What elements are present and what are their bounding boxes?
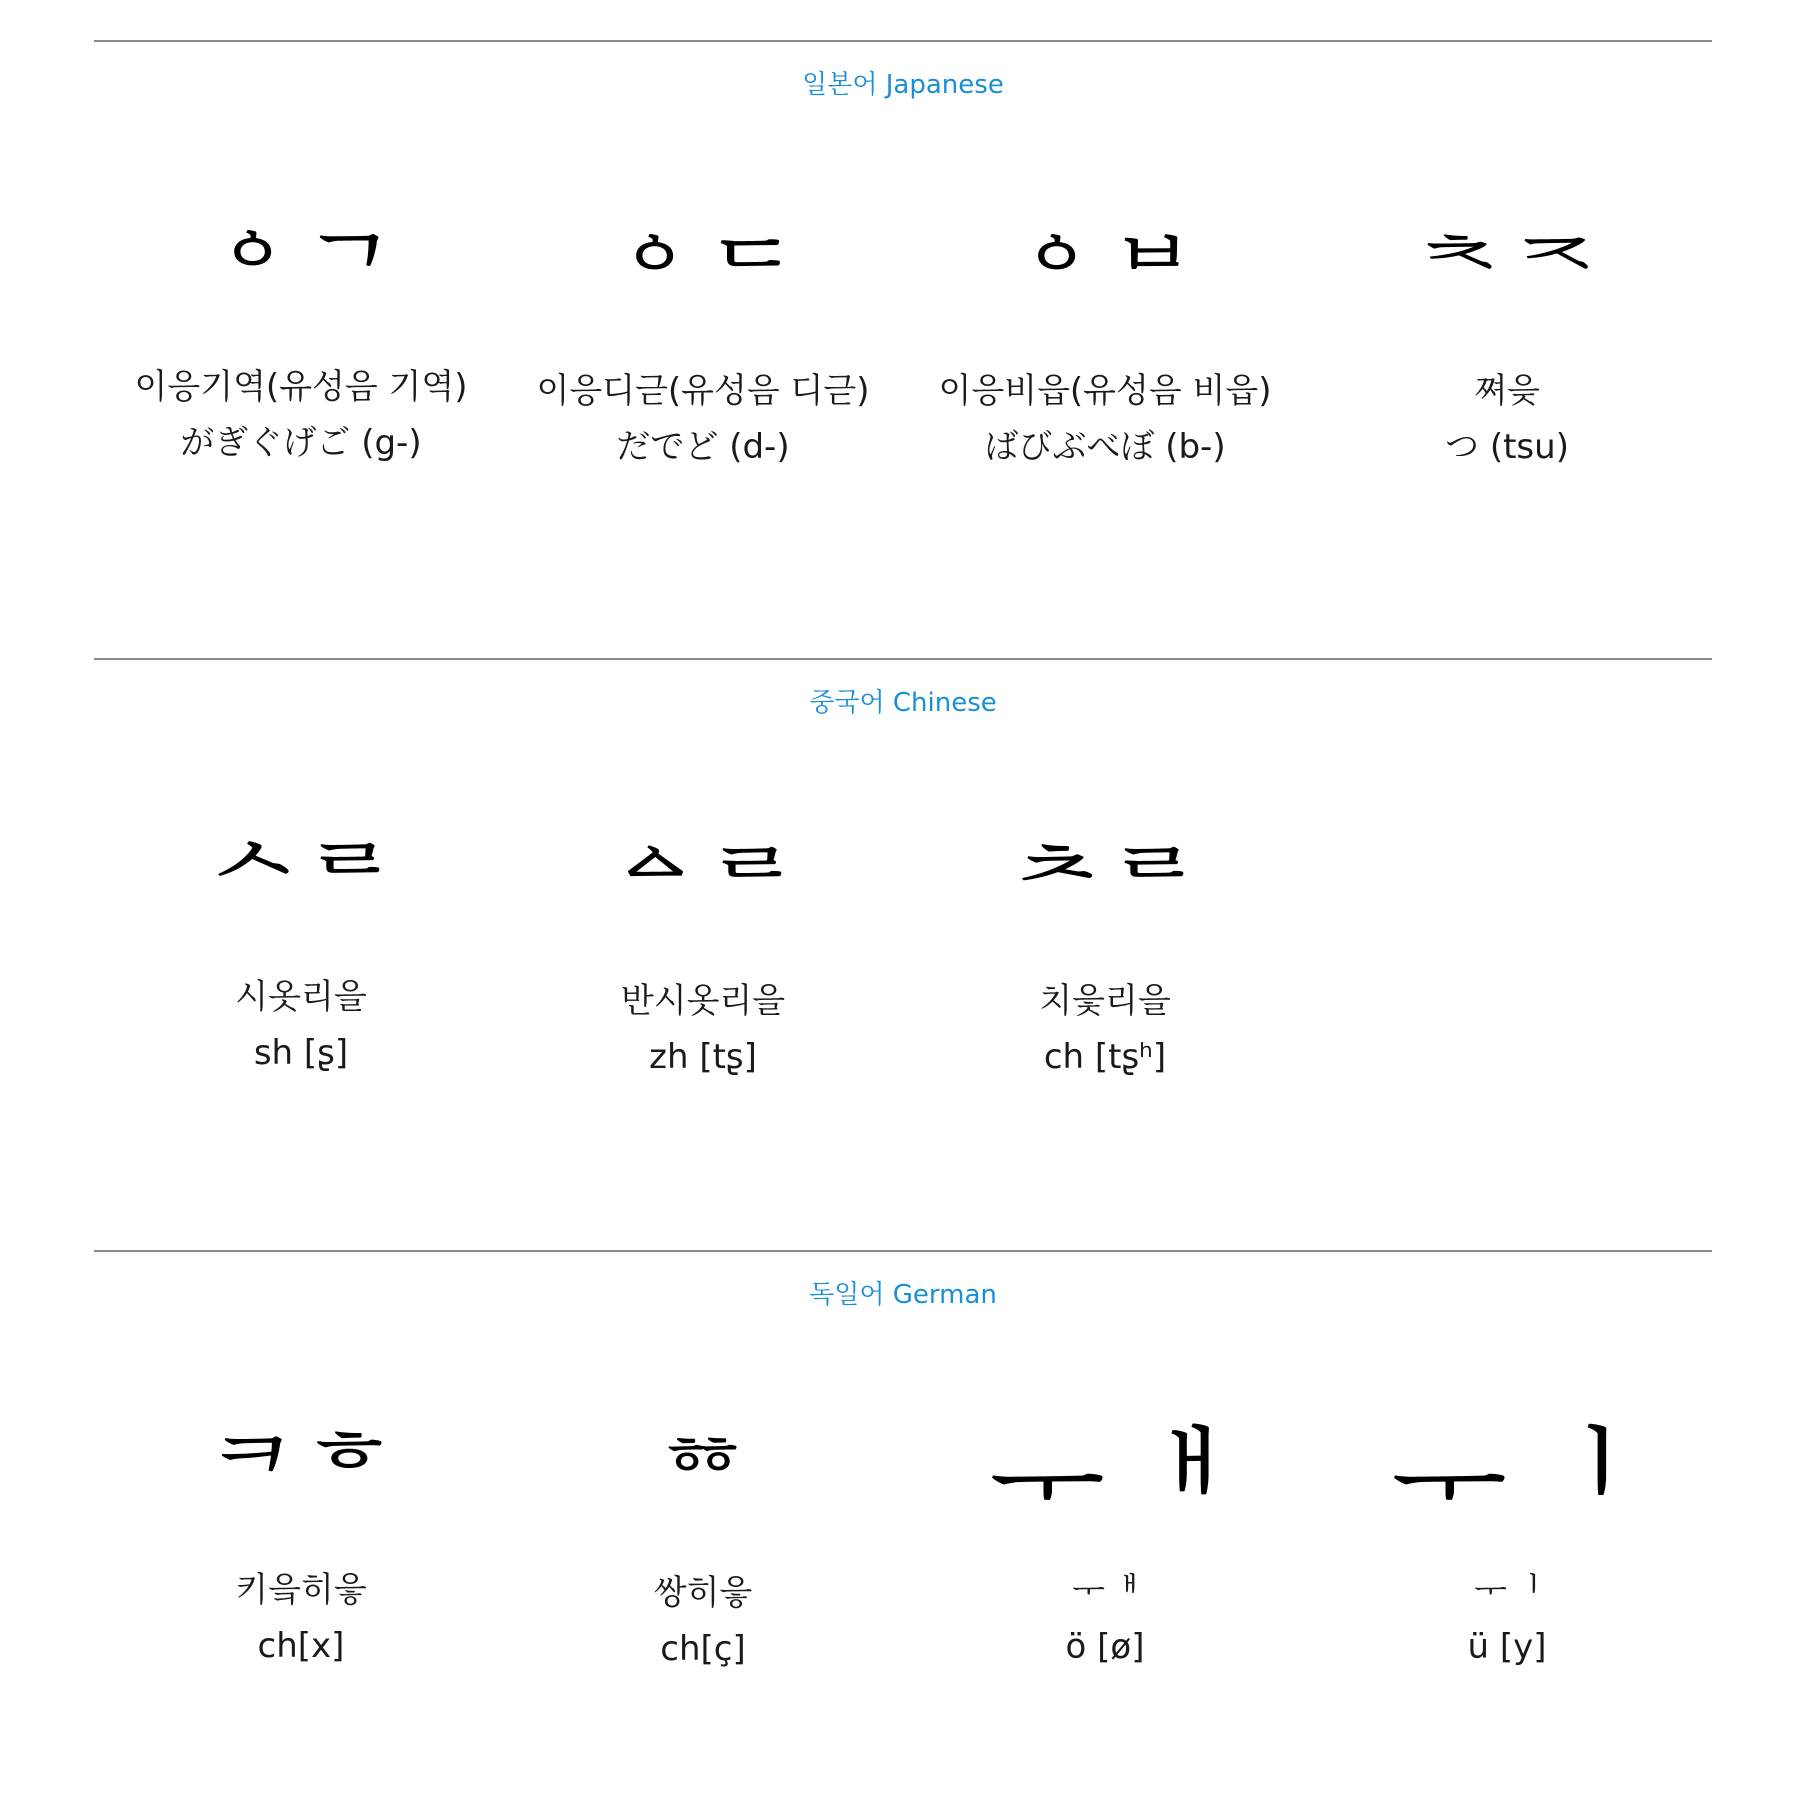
letter-card bbox=[100, 1424, 502, 1668]
section-divider bbox=[94, 40, 1712, 42]
letter-name: ᅮᅢ bbox=[1072, 1571, 1138, 1611]
section-divider bbox=[94, 1250, 1712, 1252]
letter-name: 키읔히읗 bbox=[235, 1570, 367, 1610]
letter-sound: ばびぶべぼ (b-) bbox=[984, 427, 1226, 467]
letter-sound: だでど (d-) bbox=[616, 427, 790, 467]
letter-card bbox=[502, 1427, 904, 1671]
letter-name: 반시옷리을 bbox=[620, 981, 786, 1021]
letter-glyph: ᅮᅢ bbox=[989, 1416, 1221, 1555]
letter-card bbox=[1306, 225, 1708, 469]
letter-card bbox=[904, 835, 1306, 1079]
letter-card bbox=[502, 835, 904, 1079]
letter-sound: ch[ç] bbox=[660, 1629, 746, 1669]
section-heading: 독일어 German bbox=[809, 1280, 997, 1310]
letter-glyph: ᅮᅵ bbox=[1391, 1416, 1623, 1555]
letter-glyph: ᄎᄅ bbox=[1008, 835, 1202, 952]
letter-sound: がぎぐげご (g-) bbox=[180, 423, 422, 463]
letter-card bbox=[904, 1416, 1306, 1669]
letter-glyph: ᅀᄅ bbox=[606, 835, 800, 952]
section-heading: 중국어 Chinese bbox=[809, 688, 997, 718]
letter-card bbox=[502, 225, 904, 469]
letter-card bbox=[904, 225, 1306, 469]
letter-glyph: ᅘ bbox=[654, 1427, 752, 1544]
letter-name: 이응기역(유성음 기역) bbox=[134, 367, 468, 407]
section-heading: 일본어 Japanese bbox=[802, 70, 1004, 100]
letter-name: ᅮᅵ bbox=[1474, 1571, 1540, 1611]
letter-card bbox=[100, 831, 502, 1075]
letter-glyph: ᅌᄇ bbox=[1008, 225, 1202, 342]
letter-name: 치읓리을 bbox=[1039, 981, 1171, 1021]
letter-sound: つ (tsu) bbox=[1445, 427, 1569, 467]
letter-card bbox=[100, 221, 502, 465]
letter-name: 이응디귿(유성음 디귿) bbox=[536, 371, 870, 411]
letter-name: 쌍히읗 bbox=[653, 1573, 753, 1613]
section-divider bbox=[94, 658, 1712, 660]
letter-name: 쪄읒 bbox=[1474, 371, 1540, 411]
letter-sound: zh [tʂ] bbox=[649, 1037, 757, 1077]
letter-glyph: ᄉᄅ bbox=[204, 831, 398, 948]
letter-sound: sh [ʂ] bbox=[253, 1033, 349, 1073]
letter-name: 이응비읍(유성음 비읍) bbox=[938, 371, 1272, 411]
letter-sound: ch[x] bbox=[257, 1626, 345, 1666]
letter-glyph: ᄏᄒ bbox=[204, 1424, 398, 1541]
letter-glyph: ᅌᄃ bbox=[606, 225, 800, 342]
letter-sound: ch [tʂʰ] bbox=[1043, 1037, 1167, 1077]
letter-glyph: ᅕᅐ bbox=[1410, 225, 1604, 342]
letter-sound: ü [y] bbox=[1467, 1627, 1547, 1667]
letter-name: 시옷리을 bbox=[235, 977, 367, 1017]
letter-sound: ö [ø] bbox=[1065, 1627, 1145, 1667]
letter-card bbox=[1306, 1416, 1708, 1669]
letter-glyph: ᅌᄀ bbox=[204, 221, 398, 338]
